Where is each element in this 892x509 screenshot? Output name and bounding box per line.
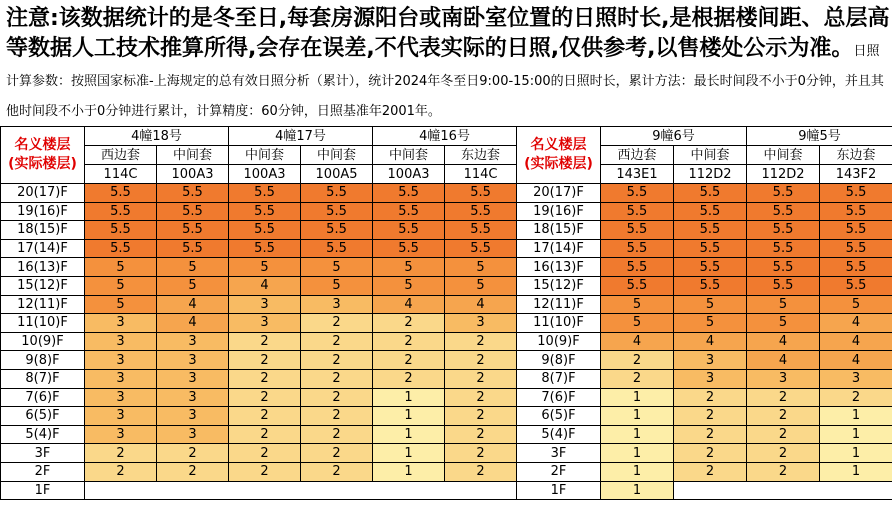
unit-position-header: 中间套 (157, 146, 229, 165)
unit-position-header: 中间套 (301, 146, 373, 165)
unit-type-header: 100A3 (373, 165, 445, 184)
sunlight-hours-cell: 3 (85, 314, 157, 333)
calc-params: 日照计算参数：按照国家标准-上海规定的总有效日照分析（累计），统计2024年冬至日9:00-15:00的日照时长，累计方法：最长时间段不小于0分钟，并且其他时间段不小于0分钟进行累计，计算精度：60分钟，日照基准年2001年。 (6, 44, 884, 119)
sunlight-hours-cell: 2 (747, 462, 820, 481)
sunlight-hours-cell: 3 (445, 314, 517, 333)
sunlight-hours-cell: 5.5 (601, 239, 674, 258)
sunlight-hours-cell: 5.5 (445, 202, 517, 221)
sunlight-hours-cell: 1 (601, 425, 674, 444)
sunlight-hours-cell: 1 (820, 425, 892, 444)
building-header: 4幢16号 (373, 127, 517, 146)
sunlight-hours-cell: 5.5 (157, 221, 229, 240)
sunlight-hours-cell: 3 (229, 295, 301, 314)
sunlight-hours-cell: 2 (373, 314, 445, 333)
sunlight-hours-cell: 1 (373, 425, 445, 444)
sunlight-hours-cell: 2 (601, 351, 674, 370)
floor-label: 5(4)F (517, 425, 601, 444)
sunlight-hours-cell: 5.5 (674, 221, 747, 240)
table-row (517, 444, 892, 463)
sunlight-hours-cell: 1 (373, 462, 445, 481)
unit-type-header: 143E1 (601, 165, 674, 184)
sunlight-hours-cell: 4 (674, 332, 747, 351)
sunlight-hours-cell: 3 (85, 351, 157, 370)
building-header: 4幢18号 (85, 127, 229, 146)
sunlight-hours-cell: 2 (445, 425, 517, 444)
sunlight-hours-cell: 2 (301, 425, 373, 444)
sunlight-hours-cell: 2 (301, 444, 373, 463)
sunlight-hours-cell: 5.5 (601, 258, 674, 277)
sunlight-hours-cell: 4 (747, 332, 820, 351)
sunlight-hours-cell: 5 (373, 258, 445, 277)
floor-label: 8(7)F (1, 369, 85, 388)
sunlight-hours-cell: 2 (301, 462, 373, 481)
sunlight-hours-cell: 5 (747, 314, 820, 333)
sunlight-hours-cell: 2 (229, 462, 301, 481)
sunlight-hours-cell: 2 (674, 425, 747, 444)
sunlight-hours-cell: 5 (85, 258, 157, 277)
sunlight-hours-cell: 5.5 (373, 202, 445, 221)
sunlight-hours-cell: 2 (229, 388, 301, 407)
table-row (517, 239, 892, 258)
floor-label: 15(12)F (1, 276, 85, 295)
floor-label: 3F (517, 444, 601, 463)
sunlight-hours-cell: 3 (85, 388, 157, 407)
sunlight-hours-cell: 5.5 (674, 276, 747, 295)
table-row (517, 295, 892, 314)
sunlight-hours-cell: 5.5 (601, 184, 674, 203)
sunlight-hours-cell: 5.5 (747, 276, 820, 295)
table-row (517, 202, 892, 221)
floor-label: 10(9)F (1, 332, 85, 351)
sunlight-hours-cell: 5 (85, 295, 157, 314)
sunlight-hours-cell: 5.5 (301, 239, 373, 258)
sunlight-hours-cell: 2 (301, 388, 373, 407)
sunlight-hours-cell: 5.5 (301, 184, 373, 203)
floor-label: 12(11)F (517, 295, 601, 314)
unit-position-header: 东边套 (820, 146, 892, 165)
sunlight-hours-cell: 2 (301, 314, 373, 333)
sunlight-hours-cell: 5.5 (229, 184, 301, 203)
sunlight-hours-cell: 1 (601, 462, 674, 481)
sunlight-hours-cell: 4 (445, 295, 517, 314)
right-sunlight-table (516, 126, 892, 500)
sunlight-hours-cell: 1 (373, 444, 445, 463)
sunlight-hours-cell: 2 (445, 388, 517, 407)
unit-position-header: 西边套 (85, 146, 157, 165)
sunlight-hours-cell: 2 (301, 332, 373, 351)
unit-type-header: 100A3 (157, 165, 229, 184)
sunlight-hours-cell: 2 (601, 369, 674, 388)
sunlight-hours-cell: 5 (85, 276, 157, 295)
sunlight-hours-cell: 3 (85, 425, 157, 444)
sunlight-hours-cell: 5 (674, 314, 747, 333)
floor-label: 8(7)F (517, 369, 601, 388)
table-row (1, 388, 517, 407)
sunlight-hours-cell: 2 (820, 388, 892, 407)
table-row (517, 407, 892, 426)
sunlight-hours-cell: 3 (157, 407, 229, 426)
floor-label: 17(14)F (517, 239, 601, 258)
sunlight-hours-cell: 5 (157, 258, 229, 277)
floor-label: 3F (1, 444, 85, 463)
sunlight-hours-cell: 4 (157, 314, 229, 333)
unit-type-header: 112D2 (747, 165, 820, 184)
sunlight-hours-cell: 1 (820, 462, 892, 481)
table-row (1, 314, 517, 333)
table-row (1, 351, 517, 370)
sunlight-hours-cell: 4 (373, 295, 445, 314)
sunlight-hours-cell: 2 (747, 388, 820, 407)
floor-label: 9(8)F (517, 351, 601, 370)
sunlight-hours-cell: 1 (373, 388, 445, 407)
sunlight-hours-cell: 5.5 (85, 221, 157, 240)
sunlight-hours-cell: 2 (301, 351, 373, 370)
sunlight-hours-cell: 5.5 (674, 184, 747, 203)
sunlight-hours-cell: 3 (229, 314, 301, 333)
table-row (1, 481, 517, 500)
sunlight-hours-cell: 5.5 (747, 258, 820, 277)
sunlight-hours-cell: 5.5 (674, 239, 747, 258)
sunlight-hours-cell: 5.5 (445, 239, 517, 258)
building-header: 9幢5号 (747, 127, 892, 146)
table-row (1, 184, 517, 203)
floor-label: 9(8)F (1, 351, 85, 370)
sunlight-hours-cell: 2 (229, 425, 301, 444)
floor-label: 20(17)F (1, 184, 85, 203)
sunlight-hours-cell: 5 (601, 295, 674, 314)
floor-label: 20(17)F (517, 184, 601, 203)
sunlight-hours-cell: 5.5 (820, 258, 892, 277)
sunlight-hours-cell: 3 (301, 295, 373, 314)
floor-label: 11(10)F (517, 314, 601, 333)
table-row (1, 407, 517, 426)
floor-label: 16(13)F (1, 258, 85, 277)
sunlight-hours-cell: 2 (301, 369, 373, 388)
sunlight-hours-cell: 5.5 (820, 221, 892, 240)
table-row (1, 295, 517, 314)
sunlight-hours-cell: 2 (747, 444, 820, 463)
sunlight-hours-cell: 5.5 (301, 221, 373, 240)
sunlight-hours-cell: 2 (445, 407, 517, 426)
sunlight-hours-cell: 3 (85, 369, 157, 388)
table-row (517, 481, 892, 500)
table-row (1, 221, 517, 240)
sunlight-hours-cell: 4 (229, 276, 301, 295)
sunlight-hours-cell: 1 (601, 481, 674, 500)
sunlight-hours-cell: 5.5 (157, 184, 229, 203)
floor-label: 15(12)F (517, 276, 601, 295)
table-row (517, 332, 892, 351)
sunlight-hours-cell: 2 (445, 351, 517, 370)
table-row (517, 276, 892, 295)
table-row (517, 425, 892, 444)
empty-cell (85, 481, 517, 500)
sunlight-hours-cell: 5.5 (820, 184, 892, 203)
sunlight-hours-cell: 2 (301, 407, 373, 426)
table-row (1, 239, 517, 258)
sunlight-hours-cell: 5 (747, 295, 820, 314)
sunlight-hours-cell: 5 (674, 295, 747, 314)
table-row (517, 184, 892, 203)
floor-label: 6(5)F (517, 407, 601, 426)
notice-main: 注意:该数据统计的是冬至日,每套房源阳台或南卧室位置的日照时长,是根据楼间距、总层高等数据人工技术推算所得,会存在误差,不代表实际的日照,仅供参考,以售楼处公示为准。 (6, 6, 890, 61)
sunlight-hours-cell: 2 (229, 369, 301, 388)
sunlight-hours-cell: 2 (85, 444, 157, 463)
floor-label: 1F (517, 481, 601, 500)
unit-position-header: 西边套 (601, 146, 674, 165)
sunlight-hours-cell: 2 (674, 407, 747, 426)
floor-label: 18(15)F (517, 221, 601, 240)
sunlight-hours-cell: 3 (157, 332, 229, 351)
sunlight-hours-cell: 3 (85, 332, 157, 351)
floor-label: 16(13)F (517, 258, 601, 277)
table-row (1, 462, 517, 481)
sunlight-hours-cell: 1 (601, 388, 674, 407)
sunlight-hours-cell: 1 (601, 407, 674, 426)
table-row (1, 332, 517, 351)
table-row (1, 425, 517, 444)
floor-label: 7(6)F (1, 388, 85, 407)
building-header: 4幢17号 (229, 127, 373, 146)
floor-label: 17(14)F (1, 239, 85, 258)
sunlight-hours-cell: 3 (674, 369, 747, 388)
floor-label: 2F (1, 462, 85, 481)
sunlight-hours-cell: 3 (747, 369, 820, 388)
unit-position-header: 中间套 (229, 146, 301, 165)
sunlight-hours-cell: 3 (674, 351, 747, 370)
sunlight-hours-cell: 5 (445, 258, 517, 277)
table-row (1, 369, 517, 388)
sunlight-hours-cell: 2 (229, 351, 301, 370)
sunlight-hours-cell: 2 (445, 332, 517, 351)
floor-label: 11(10)F (1, 314, 85, 333)
sunlight-hours-cell: 2 (229, 332, 301, 351)
sunlight-hours-cell: 2 (445, 369, 517, 388)
sunlight-hours-cell: 2 (157, 444, 229, 463)
sunlight-hours-cell: 3 (157, 425, 229, 444)
floor-column-header: 名义楼层 (实际楼层) (517, 127, 601, 184)
table-row (517, 221, 892, 240)
floor-label: 1F (1, 481, 85, 500)
sunlight-hours-cell: 5.5 (373, 239, 445, 258)
floor-label: 19(16)F (1, 202, 85, 221)
sunlight-hours-cell: 5.5 (747, 239, 820, 258)
unit-type-header: 112D2 (674, 165, 747, 184)
unit-position-header: 中间套 (373, 146, 445, 165)
table-row (517, 369, 892, 388)
sunlight-hours-cell: 5.5 (601, 276, 674, 295)
unit-position-header: 中间套 (747, 146, 820, 165)
sunlight-hours-cell: 2 (373, 332, 445, 351)
sunlight-hours-cell: 5.5 (157, 239, 229, 258)
floor-label: 2F (517, 462, 601, 481)
left-sunlight-table (0, 126, 517, 500)
sunlight-hours-cell: 5.5 (373, 221, 445, 240)
table-row (1, 202, 517, 221)
floor-label: 6(5)F (1, 407, 85, 426)
sunlight-hours-cell: 5 (445, 276, 517, 295)
sunlight-hours-cell: 5.5 (85, 239, 157, 258)
unit-type-header: 114C (445, 165, 517, 184)
sunlight-hours-cell: 5.5 (820, 276, 892, 295)
floor-label: 10(9)F (517, 332, 601, 351)
sunlight-hours-cell: 3 (85, 407, 157, 426)
table-row (517, 462, 892, 481)
floor-label: 5(4)F (1, 425, 85, 444)
table-row (517, 351, 892, 370)
sunlight-hours-cell: 2 (373, 351, 445, 370)
unit-position-header: 中间套 (674, 146, 747, 165)
unit-type-header: 143F2 (820, 165, 892, 184)
sunlight-hours-cell: 2 (373, 369, 445, 388)
sunlight-hours-cell: 2 (747, 407, 820, 426)
sunlight-hours-cell: 5.5 (445, 221, 517, 240)
table-row (517, 388, 892, 407)
sunlight-hours-cell: 2 (85, 462, 157, 481)
sunlight-hours-cell: 3 (157, 351, 229, 370)
floor-label: 18(15)F (1, 221, 85, 240)
sunlight-hours-cell: 5 (301, 258, 373, 277)
floor-label: 12(11)F (1, 295, 85, 314)
unit-type-header: 100A5 (301, 165, 373, 184)
sunlight-hours-cell: 5.5 (820, 239, 892, 258)
sunlight-hours-cell: 5.5 (601, 221, 674, 240)
floor-label: 19(16)F (517, 202, 601, 221)
table-row (517, 314, 892, 333)
sunlight-hours-cell: 5.5 (301, 202, 373, 221)
empty-cell (674, 481, 892, 500)
table-row (517, 258, 892, 277)
sunlight-hours-cell: 2 (674, 444, 747, 463)
sunlight-hours-cell: 5.5 (674, 258, 747, 277)
sunlight-hours-cell: 5 (820, 295, 892, 314)
sunlight-hours-cell: 1 (601, 444, 674, 463)
sunlight-hours-cell: 2 (445, 444, 517, 463)
sunlight-hours-cell: 2 (674, 388, 747, 407)
sunlight-hours-cell: 4 (820, 351, 892, 370)
sunlight-hours-cell: 5.5 (445, 184, 517, 203)
sunlight-hours-cell: 2 (445, 462, 517, 481)
sunlight-hours-cell: 5 (373, 276, 445, 295)
unit-type-header: 100A3 (229, 165, 301, 184)
sunlight-hours-cell: 2 (229, 444, 301, 463)
unit-position-header: 东边套 (445, 146, 517, 165)
notice-text (6, 4, 890, 124)
sunlight-hours-cell: 5.5 (747, 184, 820, 203)
unit-type-header: 114C (85, 165, 157, 184)
sunlight-hours-cell: 5.5 (229, 221, 301, 240)
sunlight-hours-cell: 2 (674, 462, 747, 481)
sunlight-hours-cell: 4 (747, 351, 820, 370)
sunlight-hours-cell: 4 (157, 295, 229, 314)
table-row (1, 444, 517, 463)
sunlight-hours-cell: 5.5 (373, 184, 445, 203)
floor-column-header: 名义楼层 (实际楼层) (1, 127, 85, 184)
sunlight-hours-cell: 5.5 (747, 221, 820, 240)
sunlight-hours-cell: 3 (157, 369, 229, 388)
sunlight-hours-cell: 5.5 (85, 184, 157, 203)
sunlight-hours-cell: 3 (820, 369, 892, 388)
sunlight-hours-cell: 5.5 (674, 202, 747, 221)
sunlight-hours-cell: 5.5 (85, 202, 157, 221)
sunlight-hours-cell: 5.5 (229, 239, 301, 258)
sunlight-hours-cell: 5.5 (229, 202, 301, 221)
sunlight-hours-cell: 3 (157, 388, 229, 407)
sunlight-hours-cell: 5 (157, 276, 229, 295)
sunlight-hours-cell: 5 (601, 314, 674, 333)
sunlight-hours-cell: 4 (820, 332, 892, 351)
sunlight-hours-cell: 1 (820, 444, 892, 463)
sunlight-hours-cell: 5.5 (157, 202, 229, 221)
sunlight-hours-cell: 2 (747, 425, 820, 444)
sunlight-hours-cell: 5.5 (820, 202, 892, 221)
sunlight-hours-cell: 1 (820, 407, 892, 426)
sunlight-hours-cell: 5.5 (747, 202, 820, 221)
building-header: 9幢6号 (601, 127, 747, 146)
table-row (1, 258, 517, 277)
sunlight-hours-cell: 4 (820, 314, 892, 333)
sunlight-hours-cell: 2 (157, 462, 229, 481)
sunlight-hours-cell: 2 (229, 407, 301, 426)
table-row (1, 276, 517, 295)
sunlight-hours-cell: 5.5 (601, 202, 674, 221)
sunlight-hours-cell: 4 (601, 332, 674, 351)
floor-label: 7(6)F (517, 388, 601, 407)
sunlight-hours-cell: 5 (229, 258, 301, 277)
sunlight-hours-cell: 5 (301, 276, 373, 295)
sunlight-hours-cell: 1 (373, 407, 445, 426)
